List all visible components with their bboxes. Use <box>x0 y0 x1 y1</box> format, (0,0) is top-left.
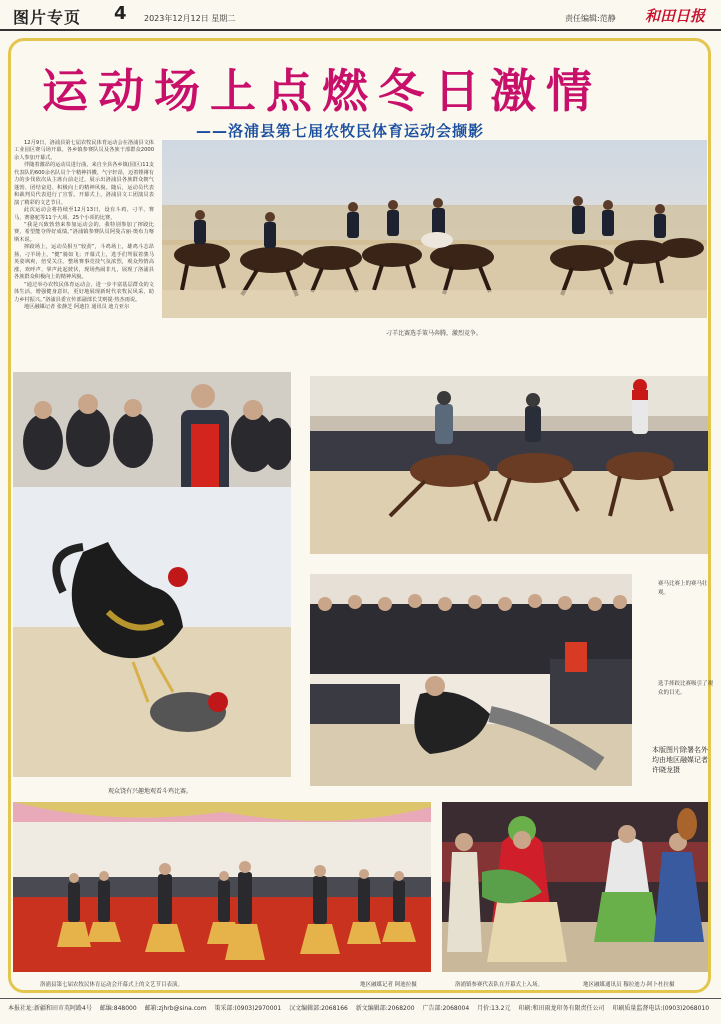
caption-wrestling-crowd: 选手摔跤比赛吸引了观众的目光。 <box>658 681 714 696</box>
article-paragraph: 此次运动会将持续至12月13日，设有斗鸡、刁羊、赛马、赛骆驼等11个大项、25个小项的比赛。 <box>14 207 154 221</box>
footer-rule <box>0 998 721 999</box>
photo-costume-parade <box>442 802 708 972</box>
footer-price: 月价:13.2元 <box>477 1005 511 1012</box>
article-paragraph: “通过举办农牧民体育运动会，进一步丰富基层群众的文体生活，增强健身意识，更好地展现新时代农牧民风采，助力乡村振兴。”洛浦县委宣传部副部长艾则提·热杰雨说。 <box>14 281 154 303</box>
footer-email: 邮箱:zjhrb@sina.com <box>144 1005 207 1012</box>
page-header <box>0 0 721 28</box>
footer-address: 本报社址:新疆和田市英阿路4号 <box>8 1005 92 1012</box>
footer-postcode: 邮编:848000 <box>99 1005 137 1012</box>
footer-phone-chinese-desk: 汉文编辑部:2068166 <box>289 1005 348 1012</box>
footer-phone-ads: 广告部:2068004 <box>422 1005 470 1012</box>
photo-cockfight <box>13 372 291 777</box>
headline: 运动场上点燃冬日激情 <box>42 64 602 118</box>
article-body <box>14 140 154 311</box>
page-number: 4 <box>114 3 127 24</box>
caption-cockfight: 观众饶有兴趣地观看斗鸡比赛。 <box>108 788 193 795</box>
footer-printer: 印刷:和田雨龙印务有限责任公司 <box>518 1005 605 1012</box>
article-paragraph: 12月9日，洛浦县第七届农牧民体育运动会在洛浦县文体工业园区赛马场开幕。各乡镇参赛队员及各族干部群众2000余人参加开幕式。 <box>14 140 154 161</box>
photo-horse-race <box>310 376 708 554</box>
newspaper-logo: 和田日报 <box>645 7 706 25</box>
article-paragraph: 摔跤场上，运动员相互“较劲”，斗鸡场上，雄鸡斗志昂扬，刁羊场上，“健”骑如飞；开幕式上，选手们驾驭着骏马英姿飒爽，倍受关注。整场赛事竞技气氛浓烈，观众热情高涨，欢呼声、掌声此起彼伏，现场热闹非凡，展现了洛浦县各族群众积极向上的精神风貌。 <box>14 244 154 281</box>
issue-date: 2023年12月12日 星期二 <box>144 14 236 23</box>
photographer-note: 本版图片除署名外均由地区融媒记者许晓龙摄 <box>652 746 708 774</box>
photo-opening-dance <box>13 802 431 972</box>
footer-quality-phone: 印刷质量监督电话:(0903)2068010 <box>612 1005 710 1012</box>
article-byline: 地区融媒记者 张静芝 阿迪拉 通讯员 迪力亚尔 <box>24 303 130 310</box>
photo-wrestling-crowd <box>310 574 632 786</box>
credit-opening-dance: 地区融媒记者 阿迪拉摄 <box>360 982 417 988</box>
caption-goat-grabbing: 刁羊比赛选手策马奔腾，激烈竞争。 <box>386 330 483 337</box>
editor-credit: 责任编辑:范静 <box>565 14 616 23</box>
article-paragraph: “我是兴致勃勃来参加运动会的，我特别参加了摔跤比赛，希望能夺得好成绩。”洛浦镇参赛队员阿曼古丽·奥布力喀斯木说。 <box>14 221 154 243</box>
subheadline: ——洛浦县第七届农牧民体育运动会撷影 <box>196 122 485 140</box>
article-paragraph: 伴随着激昂的运动员进行曲，来自全县各乡镇(园区)11支代表队的600余名队员个个精神抖擞、气宇轩昂，迈着铿锵有力的步伐依次从主席台前走过，展示出洛浦县各族群众朝气蓬勃、团结奋进、积极向上的精神风貌。随后，运动员代表和裁判员代表进行了宣誓。开幕式上，洛浦县文工团演员表演了精彩的文艺节目。 <box>14 162 154 206</box>
footer-phone-uyghur-desk: 新文编辑部:2068200 <box>355 1005 415 1012</box>
header-rule <box>0 29 721 31</box>
photo-goat-grabbing <box>162 140 707 318</box>
footer-phone-newsroom: 策采部:(0903)2970001 <box>214 1005 282 1012</box>
caption-opening-dance: 洛浦县第七届农牧民体育运动会开幕式上的文艺节目表演。 <box>40 982 184 988</box>
caption-costume-parade: 洛浦镇参赛代表队在开幕式上入场。 <box>455 982 544 988</box>
section-name: 图片专页 <box>13 8 82 27</box>
caption-horse-race: 赛马比赛上的赛马壮观。 <box>658 581 708 596</box>
credit-costume-parade: 地区融媒通讯员 穆拉迪力·阿卜杜拉摄 <box>583 982 675 988</box>
page-footer <box>8 1003 714 1012</box>
